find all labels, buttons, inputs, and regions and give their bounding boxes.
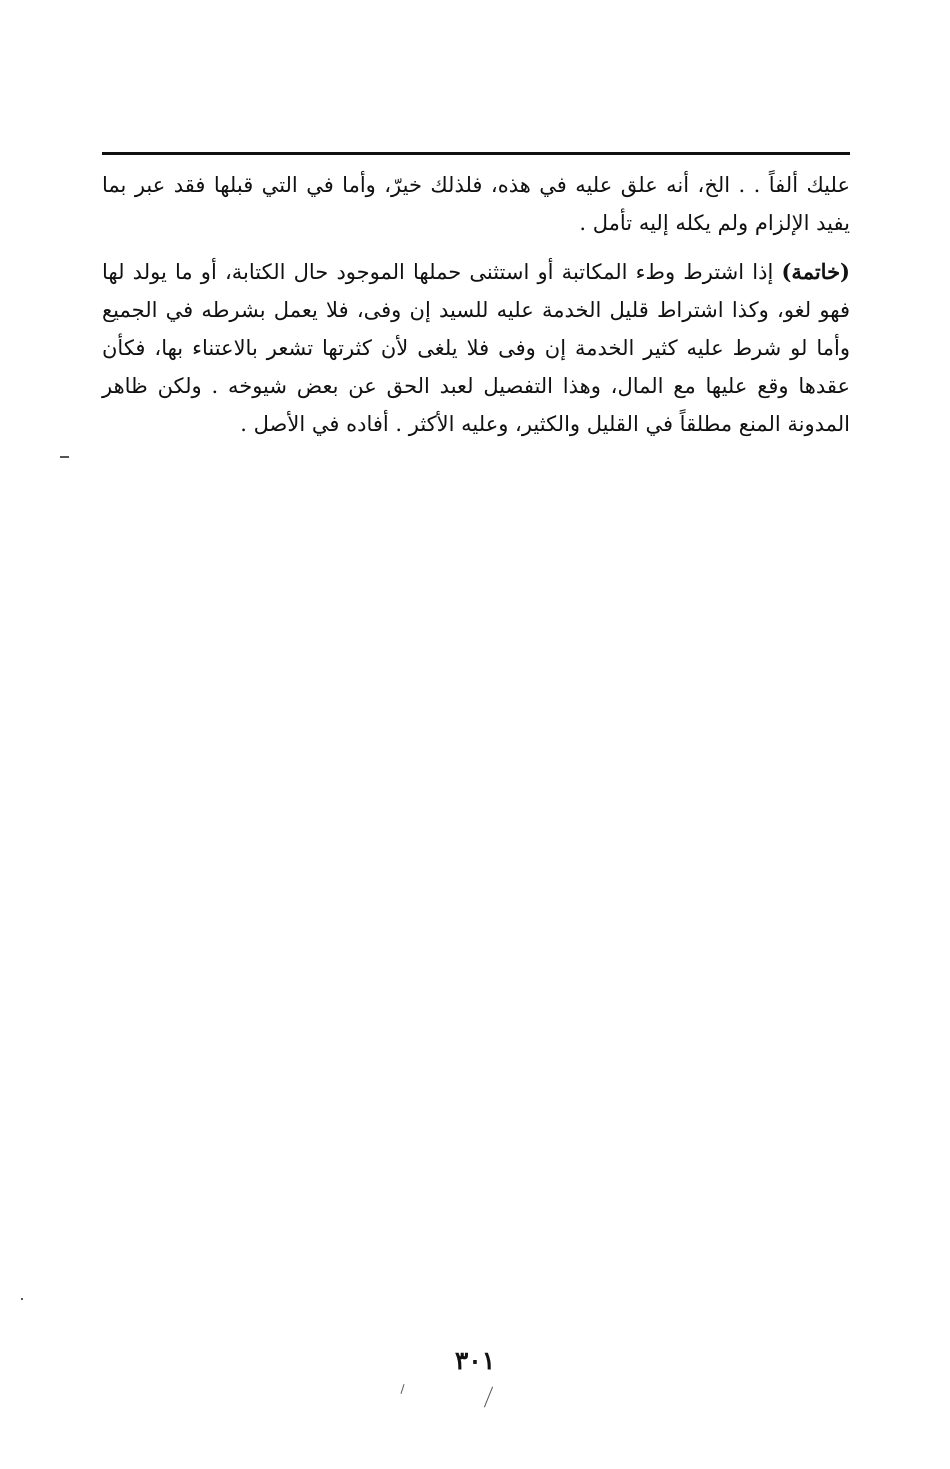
scan-speck [484, 1387, 493, 1408]
scan-speck [400, 1384, 404, 1394]
scan-speck [60, 456, 69, 458]
footnote-paragraph [102, 166, 850, 242]
footnotes-block [102, 166, 850, 443]
conclusion-paragraph [102, 253, 850, 443]
conclusion-label: (خاتمة) [781, 259, 850, 284]
footnote-separator-rule [102, 152, 850, 155]
conclusion-paragraph-text: إذا اشترط وطء المكاتبة أو استثنى حملها الموجود حال الكتابة، أو ما يولد لها فهو لغو، وكذا اشتراط قليل الخدمة عليه للسيد إن وفى، فلا يعمل بشرطه في الجميع وأما لو شرط عليه كثير الخدمة إن وفى فلا يلغى لأن كثرتها تشعر بالاعتناء بها، فكأن عقدها وقع عليها مع المال، وهذا التفصيل لعبد الحق عن بعض شيوخه . ولكن ظاهر المدونة المنع مطلقاً في القليل والكثير، وعليه الأكثر . أفاده في الأصل . [102, 260, 850, 436]
page-number: ٣٠١ [454, 1346, 496, 1375]
scan-speck [21, 1298, 23, 1300]
footnote-paragraph-text: عليك ألفاً . . الخ، أنه علق عليه في هذه، فلذلك خيرّ، وأما في التي قبلها فقد عبر بما يفيد الإلزام ولم يكله إليه تأمل . [102, 173, 850, 235]
